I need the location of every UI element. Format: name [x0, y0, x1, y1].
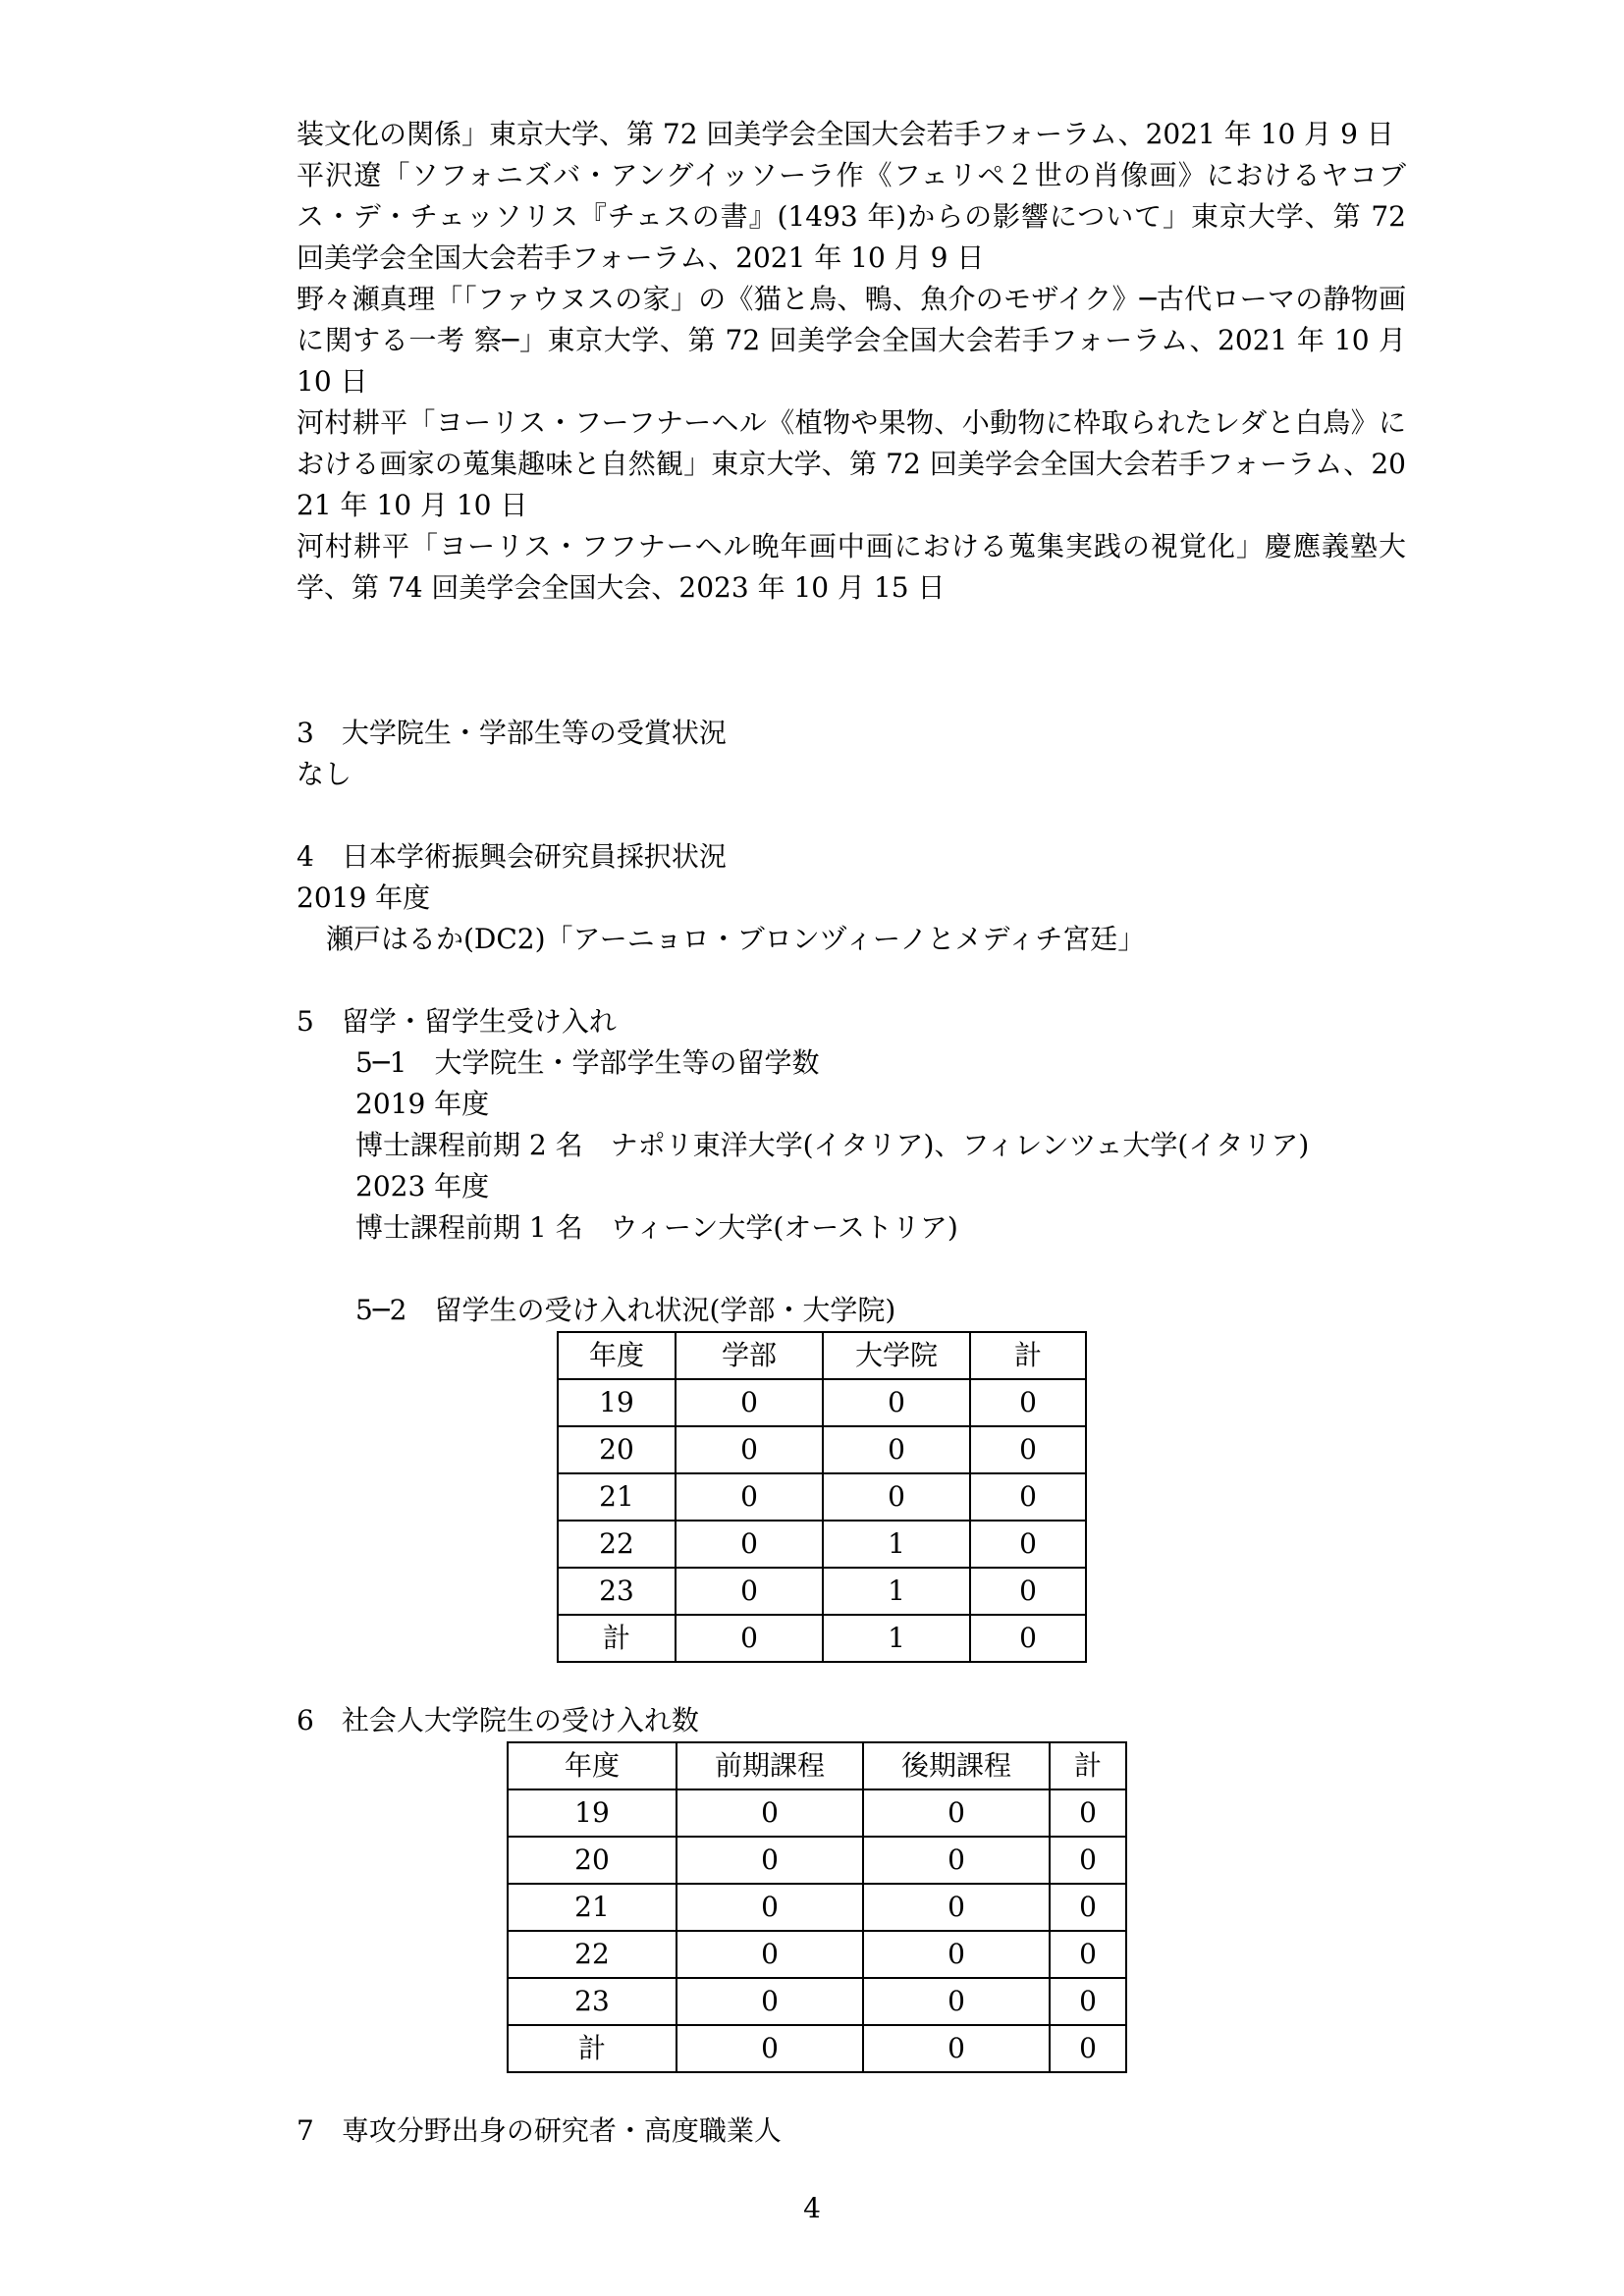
- table-cell: 0: [676, 1568, 823, 1615]
- table-cell: 0: [676, 1521, 823, 1568]
- table-cell: 0: [863, 2025, 1050, 2072]
- table-row: [508, 2025, 1126, 2072]
- section-5-heading: 5 留学・留学生受け入れ: [297, 1005, 617, 1038]
- table-cell: 0: [970, 1426, 1086, 1473]
- table-cell: 1: [823, 1521, 970, 1568]
- table-cell: 20: [508, 1837, 677, 1884]
- table-row: [558, 1379, 1086, 1426]
- table-header-cell: 計: [1050, 1742, 1126, 1789]
- table-cell: 20: [558, 1426, 676, 1473]
- page-number: 4: [803, 2192, 821, 2224]
- presentation-entry: 平沢遼「ソフォニズバ・アングイッソーラ作《フェリペ２世の肖像画》におけるヤコブス・デ・チェッソリス『チェスの書』(1493 年)からの影響について」東京大学、第 72 回美学会全国大会若手フォーラム、2021 年 10 月 9 日: [297, 159, 1406, 274]
- table-header-row: [558, 1332, 1086, 1379]
- table-cell: 1: [823, 1568, 970, 1615]
- table-cell: 1: [823, 1615, 970, 1662]
- table-cell: 0: [677, 1789, 863, 1837]
- working-adult-students-table: [507, 1741, 1127, 2073]
- table-cell: 0: [1050, 1978, 1126, 2025]
- table-row: [558, 1426, 1086, 1473]
- section-6-heading: 6 社会人大学院生の受け入れ数: [297, 1704, 699, 1736]
- study-abroad-line: 博士課程前期 1 名 ウィーン大学(オーストリア): [355, 1211, 958, 1244]
- table-cell: 計: [558, 1615, 676, 1662]
- section-3-body: なし: [297, 758, 352, 790]
- study-abroad-line: 2023 年度: [355, 1170, 490, 1202]
- table-cell: 0: [970, 1473, 1086, 1521]
- table-cell: 0: [970, 1521, 1086, 1568]
- table-cell: 計: [508, 2025, 677, 2072]
- table-cell: 0: [863, 1837, 1050, 1884]
- section-5-1-heading: 5─1 大学院生・学部学生等の留学数: [355, 1046, 820, 1079]
- table-cell: 0: [677, 2025, 863, 2072]
- table-cell: 0: [863, 1789, 1050, 1837]
- page-content: [297, 114, 1406, 2152]
- study-abroad-line: 博士課程前期 2 名 ナポリ東洋大学(イタリア)、フィレンツェ大学(イタリア): [355, 1129, 1310, 1161]
- table-cell: 0: [823, 1473, 970, 1521]
- presentation-entry: 野々瀬真理「「ファウヌスの家」の《猫と鳥、鴨、魚介のモザイク》─古代ローマの静物画に関する一考 察─」東京大学、第 72 回美学会全国大会若手フォーラム、2021 年 10 月 10 日: [297, 283, 1406, 398]
- presentation-entry: 河村耕平「ヨーリス・フーフナーヘル《植物や果物、小動物に枠取られたレダと白鳥》における画家の蒐集趣味と自然観」東京大学、第 72 回美学会全国大会若手フォーラム、2021 年 10 月 10 日: [297, 406, 1406, 521]
- section-5-2-heading: 5─2 留学生の受け入れ状況(学部・大学院): [355, 1294, 896, 1326]
- section-3-heading: 3 大学院生・学部生等の受賞状況: [297, 717, 727, 749]
- table-header-row: [508, 1742, 1126, 1789]
- table-cell: 0: [676, 1379, 823, 1426]
- table-row: [558, 1473, 1086, 1521]
- table-cell: 0: [863, 1978, 1050, 2025]
- table-cell: 0: [1050, 1789, 1126, 1837]
- table-header-cell: 学部: [676, 1332, 823, 1379]
- table-cell: 23: [508, 1978, 677, 2025]
- table-header-cell: 年度: [508, 1742, 677, 1789]
- table-cell: 0: [677, 1931, 863, 1978]
- table-cell: 0: [676, 1615, 823, 1662]
- intl-students-table: [557, 1331, 1087, 1663]
- table-cell: 23: [558, 1568, 676, 1615]
- table-cell: 21: [558, 1473, 676, 1521]
- table-row: [508, 1931, 1126, 1978]
- section-4-heading: 4 日本学術振興会研究員採択状況: [297, 840, 727, 873]
- table-cell: 0: [970, 1568, 1086, 1615]
- table-header-cell: 大学院: [823, 1332, 970, 1379]
- section-4-entry: 瀬戸はるか(DC2)「アーニョロ・ブロンヅィーノとメディチ宮廷」: [326, 923, 1146, 955]
- table-row: [558, 1521, 1086, 1568]
- table-cell: 0: [1050, 1884, 1126, 1931]
- table-cell: 0: [970, 1379, 1086, 1426]
- table-cell: 0: [863, 1931, 1050, 1978]
- study-abroad-line: 2019 年度: [355, 1088, 490, 1120]
- table-cell: 0: [863, 1884, 1050, 1931]
- table-row: [508, 1978, 1126, 2025]
- table-cell: 0: [1050, 1837, 1126, 1884]
- table-row: [508, 1789, 1126, 1837]
- presentation-list: [297, 114, 1406, 609]
- table-cell: 21: [508, 1884, 677, 1931]
- table-cell: 19: [558, 1379, 676, 1426]
- table-header-cell: 年度: [558, 1332, 676, 1379]
- table-row: [508, 1884, 1126, 1931]
- presentation-entry: 河村耕平「ヨーリス・フフナーヘル晩年画中画における蒐集実践の視覚化」慶應義塾大学、第 74 回美学会全国大会、2023 年 10 月 15 日: [297, 530, 1406, 604]
- table-header-cell: 後期課程: [863, 1742, 1050, 1789]
- table-row: [508, 1837, 1126, 1884]
- table-cell: 0: [970, 1615, 1086, 1662]
- table-cell: 19: [508, 1789, 677, 1837]
- table-cell: 22: [558, 1521, 676, 1568]
- table-row: [558, 1568, 1086, 1615]
- table-cell: 0: [677, 1837, 863, 1884]
- table-cell: 0: [677, 1884, 863, 1931]
- table-cell: 22: [508, 1931, 677, 1978]
- table-cell: 0: [676, 1473, 823, 1521]
- table-cell: 0: [677, 1978, 863, 2025]
- table-cell: 0: [676, 1426, 823, 1473]
- presentation-entry: 装文化の関係」東京大学、第 72 回美学会全国大会若手フォーラム、2021 年 10 月 9 日: [297, 118, 1394, 150]
- table-cell: 0: [823, 1426, 970, 1473]
- table-cell: 0: [1050, 1931, 1126, 1978]
- section-4-year: 2019 年度: [297, 881, 431, 914]
- table-header-cell: 計: [970, 1332, 1086, 1379]
- table-cell: 0: [823, 1379, 970, 1426]
- table-row: [558, 1615, 1086, 1662]
- table-header-cell: 前期課程: [677, 1742, 863, 1789]
- table-cell: 0: [1050, 2025, 1126, 2072]
- section-7-heading: 7 専攻分野出身の研究者・高度職業人: [297, 2114, 782, 2147]
